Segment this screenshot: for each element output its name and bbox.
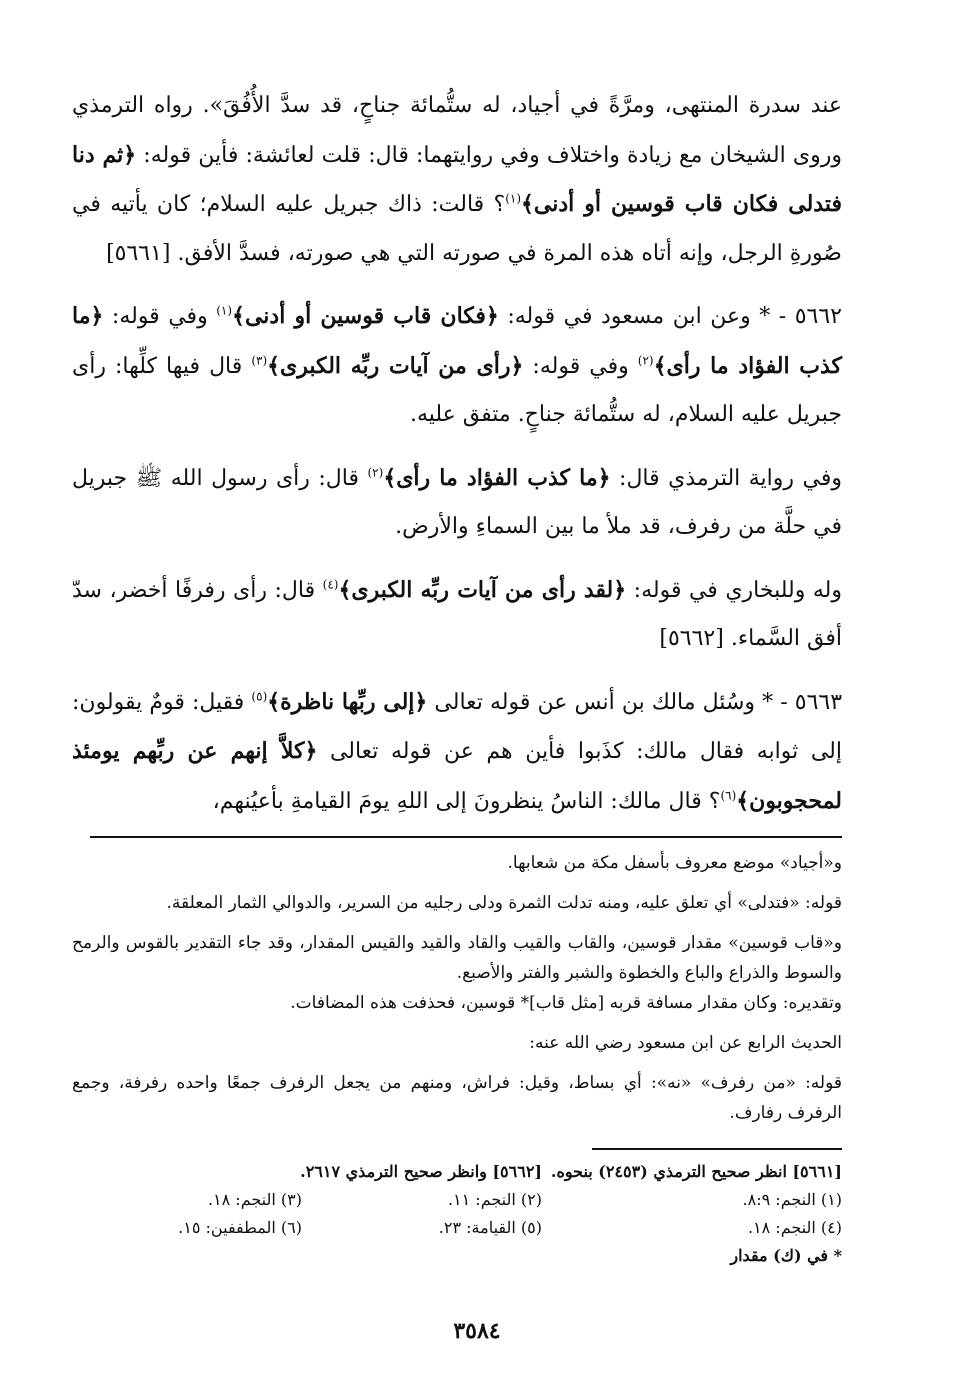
quran-verse: ﴿كلاَّ إنهم عن ربِّهم يومئذ لمحجوبون﴾ [72, 738, 842, 814]
divider [90, 836, 842, 838]
note: قوله: «من رفرف» «نه»: أي بساط، وقيل: فراش، ومنهم من يجعل الرفرف جمعًا واحده رفرفة، وجمع الرفرف رفارف. [72, 1073, 842, 1123]
text: قال: رأى رسول الله ﷺ جبريل في حلَّة من رفرف، قد ملأ ما بين السماءِ والأرض. [72, 465, 842, 539]
footnote: (٦) المطففين: ١٥. [178, 1218, 302, 1237]
footnote-ref: (١) [216, 303, 233, 318]
text: قال فيها كلِّها: رأى جبريل عليه السلام، له ستُّمائة جناحٍ. متفق عليه. [72, 353, 842, 427]
note: الحديث الرابع عن ابن مسعود رضي الله عنه: [529, 1033, 842, 1053]
footnote-ref: (٥) [251, 689, 268, 704]
footnote: (٥) القيامة: ٢٣. [438, 1218, 542, 1237]
hadith-5663 [72, 678, 842, 827]
text: ٥٦٦٣ - * وسُئل مالك بن أنس عن قوله تعالى [427, 689, 843, 715]
footnote-ref: (٤) [322, 577, 339, 592]
page-number: ٣٥٨٤ [453, 1318, 501, 1344]
footnote-ref: (١) [505, 191, 522, 206]
quran-verse: ﴿فكان قاب قوسين أو أدنى﴾ [232, 303, 499, 329]
paragraph-bukhari [72, 566, 842, 664]
footnote-row [72, 1242, 842, 1270]
footnote-row [72, 1214, 842, 1242]
main-text [72, 82, 842, 826]
paragraph-1 [72, 82, 842, 278]
footnote-row [72, 1186, 842, 1214]
footnote: (٤) النجم: ١٨. [747, 1218, 842, 1237]
footnote-row [72, 1158, 842, 1186]
text: ٥٦٦٢ - * وعن ابن مسعود في قوله: [498, 304, 842, 329]
footnote-ref: (٢) [367, 465, 384, 480]
text: ؟ قال مالك: الناسُ ينظرونَ إلى اللهِ يومَ القيامةِ بأعيُنهم، [212, 788, 721, 814]
quran-verse: ﴿إلى ربِّها ناظرة﴾ [267, 688, 428, 715]
quran-verse: ﴿رأى من آيات ربِّه الكبرى﴾ [267, 352, 524, 379]
note: وتقديره: وكان مقدار مسافة قربه [مثل قاب]* قوسين، فحذفت هذه المضافات. [290, 993, 842, 1013]
source-ref: [٥٦٦٢] وانظر صحيح الترمذي ٢٦١٧. [300, 1162, 542, 1181]
footnote-divider [592, 1148, 842, 1150]
quran-verse: ﴿ما كذب الفؤاد ما رأى﴾ [383, 464, 611, 491]
note: و«أجياد» موضع معروف بأسفل مكة من شعابها. [507, 853, 842, 873]
hadith-5662 [72, 292, 842, 440]
footnote-ref: (٦) [720, 788, 737, 803]
source-ref: [٥٦٦١] انظر صحيح الترمذي (٢٤٥٣) بنحوه. [550, 1162, 842, 1181]
text: وفي قوله: [103, 304, 217, 329]
quran-verse: ﴿لقد رأى من آيات ربِّه الكبرى﴾ [338, 576, 627, 603]
text: عند سدرة المنتهى، ومرَّةً في أجياد، له ستُّمائة جناحٍ، قد سدَّ الأُفُقَ». رواه الترمذي وروى الشيخان مع زيادة واختلاف وفي روايتهما: قال: قلت لعائشة: فأين قوله: [72, 93, 843, 168]
text: فقيل: قومٌ يقولون: إلى ثوابه فقال مالك: كذَبوا فأين هم عن قوله تعالى [72, 689, 842, 764]
paragraph-tirmidhi [72, 454, 842, 552]
footnote: (١) النجم: ٨:٩. [742, 1190, 842, 1209]
text: وفي رواية الترمذي قال: [610, 465, 842, 491]
commentary-notes [72, 848, 842, 1128]
footnote: * في (ك) مقدار [730, 1246, 842, 1265]
note: و«قاب قوسين» مقدار قوسين، والقاب والقيب والقاد والقيد والقيس المقدار، وقد جاء التقدير بالقوس والرمح والسوط والذراع والباع والخطوة والشبر والفتر والأصبع. [72, 933, 842, 983]
note: قوله: «فتدلى» أي تعلق عليه، ومنه تدلت الثمرة ودلى رجليه من السرير، والدوالي الثمار المعلقة. [166, 893, 842, 913]
footnote: (٣) النجم: ١٨. [207, 1190, 302, 1209]
quran-verse: ﴿ثم دنا فتدلى فكان قاب قوسين أو أدنى﴾ [72, 141, 842, 217]
text: ؟ قالت: ذاك جبريل عليه السلام؛ كان يأتيه في صُورةِ الرجل، وإنه أتاه هذه المرة في صورته التي هي صورته، فسدَّ الأفق. [٥٦٦١] [72, 192, 842, 266]
text: وله وللبخاري في قوله: [626, 577, 842, 603]
text: وفي قوله: [523, 353, 638, 379]
footnote: (٢) النجم: ١١. [447, 1190, 542, 1209]
footnote-ref: (٢) [637, 353, 654, 368]
footnote-ref: (٣) [251, 353, 268, 368]
text: قال: رأى رفرفًا أخضر، سدّ أفق السَّماء. [٥٦٦٢] [72, 577, 842, 651]
footnotes [72, 1158, 842, 1270]
quran-verse: ﴿ما كذب الفؤاد ما رأى﴾ [72, 303, 843, 379]
